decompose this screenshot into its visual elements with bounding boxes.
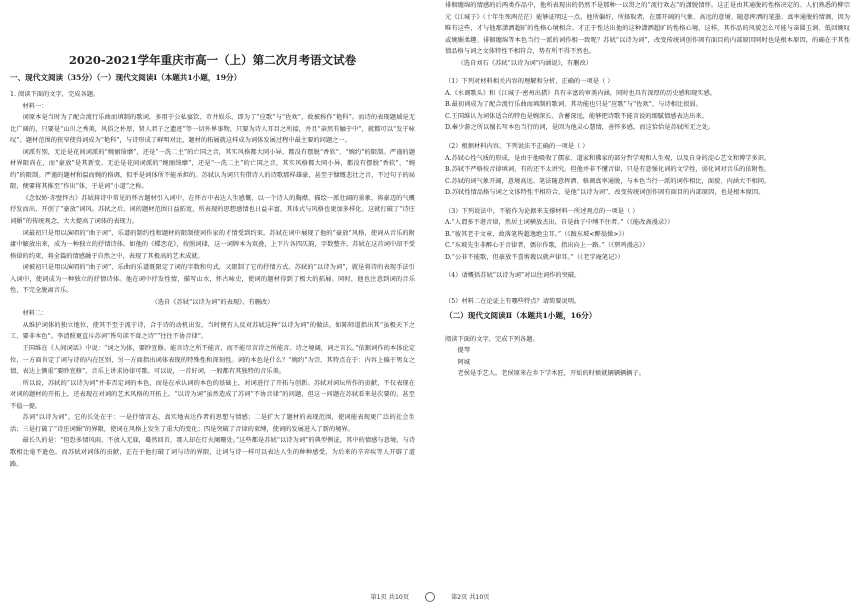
material1-label: 材料一： [22,102,48,110]
material2-paragraph: 王国维在《人间词话》中说：“词之为体，要眇宜修。能言诗之所不能言，而不能尽言诗之所能言。诗之境阔，词之言长。”依据词作的本体论定位，一方面肯定了词与诗的内在区别，另一方面指出词体表现的特殊性和深刻性。词的本色是什么？“婉约”为宗，其特点在于：内容上偏于男女之情，表达上侧重“要眇宜修”，音乐上讲求协律可歌。可以说，一首好词，一般都有其独特的音乐美。 [10,345,415,376]
material1-source: （选自《苏轼“以诗为词”的表现》，有删改） [151,298,274,306]
question-1-1: （1）下列对材料相关内容的理解和分析，正确的一项是（ ） [445,78,614,86]
page-footer [0,592,860,602]
footer-page-left: 第1页 共10页 [370,594,410,601]
exam-title: 2020-2021学年重庆市高一（上）第二次月考语文试卷 [68,53,357,67]
footer-page-right: 第2页 共10页 [450,594,490,601]
option-d: D.秦少游之所以擅长写本色当行的词，是因为他灵心慧情，善怀多感，而这恰恰是苏轼所无之处。 [445,124,715,132]
material1-paragraph: 词被初只是用以演唱的“曲子词”，乐曲的乐谱既限定了词的字数和句式，又限制了它的抒情方式。苏轼的“以诗为词”，就是将诗的表现手法引入词中，使词成为一种独立的抒情诗体。他在词中抒发性情，描写山水，怀古咏史，使词的题材得到了极大的拓展。同时，他也注意到词的音乐性，不完全脱离音乐。 [10,264,415,295]
section2-heading: （二）现代文阅读Ⅱ（本题共1小题，16分） [445,310,597,320]
material2-paragraph: 所以说，苏轼的“以诗为词”并非否定词的本色，而是在承认词的本色的基础上，对词进行了开拓与创新。苏轼对词坛所作的贡献，不仅表现在对词的题材的开拓上，还表现在对词的艺术风格的开拓上。“以诗为词”虽然造成了苏词“不协音律”的问题，但这一问题在苏轼看来是次要的，甚至不值一提。 [10,379,415,410]
question-1-3: （3）下列说法中，不能作为论据来支撑材料一所述观点的一项是（ ） [445,207,639,215]
story-author: 阿城 [457,358,470,366]
option-c: C.“东坡先生非醉心于音律者，偶尔作歌，指出向上一路。”（《碧鸡漫志》） [445,242,649,250]
material2-source: （选自刘石《苏轼“以诗为词”内涵说》，有删改） [457,59,593,67]
material1-paragraph: 词派有别，无论是花间词派的“婉丽绮靡”，还是“一洗二主”的亡国之音，其实风格都大同小异，都没有摆脱“香软”、“婉约”的限制。严谨的题材界限尚在，而“豪放”是其新变。无论是花间词派的“婉丽绮靡”，还是“一洗二主”的亡国之音，其实风格都大同小异，都没有摆脱“香软”、“婉约”的限制。严谨的题材和温而婉的格调，似乎是词体所不能承担的。苏轼认为词只有借诗人的诗歌那样雄豪，甚至于慷慨悲壮之音，不过句子的局限，便要将其推至“作出”体，于是词“小道”之称。 [10,148,415,191]
story-title: 提琴 [457,347,470,355]
question1-intro: 1. 阅读下面的文字，完成各题。 [10,91,100,98]
question-1-2: （2）根据材料内容，下列说法不正确的一项是（ ） [445,143,589,151]
option-c: C.王国维认为词体适合的特色是婉深长、含蓄深远，能够把诗歌不能言说的细腻情感表达出来。 [445,112,708,120]
option-b: B.“彼其老于文章，故落笔皆超逸绝尘耳。”（《跋东坡<醉翁操>》） [445,230,628,238]
story-paragraph: 老侯是手艺人。老侯原来在乡下学木匠，开始的时候就辆辆辆辆子。 [457,370,645,378]
question-1-4: （4）请概括苏轼“以诗为词”对以往词作的突破。 [445,272,581,280]
option-c: C.苏轼的词气象开阔，意境高远、笔法随意挥洒、格调真率通脱，与本色当行一派的词作相比，面貌、内涵大不相同。 [445,177,771,185]
material2-paragraph: 最长久的是：“但恐多情风雨，不放入无寐，蓦然回首，那人却在灯火阑珊处。”这些都是苏轼“以诗为词”的典型例证，其中的情感与意境，与诗歌相比毫不逊色。而苏轼对词体的贡献，正在于他打破了词与诗的界限，让词与诗一样可以表达人生的种种感受，为后来的辛弃疾等人开辟了道路。 [10,437,415,468]
option-d: D.苏轼性情品格与词之文体特性不相符合，是他“以诗为词”，改变传统词创作固有面目的内部原因，也是根本原因。 [445,189,765,197]
section1-heading: 一、现代文阅读（35分）（一）现代文阅读Ⅰ（本题共1小题，19分） [10,73,242,82]
right-column [445,0,850,590]
material1-paragraph: 《念奴娇·赤壁怀古》苏轼将诗中常见的怀古题材引入词中，在怀古中表达人生感慨，以一个诗人的胸襟，描绘一派壮阔的景象，将豪迈的气概抒发而出，开创了“豪放”词风。苏轼之后，词的题材范围日益拓宽，所表现的思想感情也日益丰富，其体式与风格也更加多样化。这就打破了“诗庄词媚”的传统观念，大大提高了词体的表现力。 [10,194,415,226]
option-b: B.最初词成为了配合流行乐曲而填制的歌词，其功能也只是“应歌”与“佐欢”，与诗相比很弱。 [445,101,702,109]
question2-intro: 阅读下面的文字，完成下列各题。 [445,335,539,343]
option-b: B.苏轼不严格按音律填词，有的还不太讲究。但他并非不懂音律，只是有意强化词的文学性，弱化词对音乐的依附性。 [445,166,771,174]
material2-label: 材料二： [22,310,48,318]
binding-circle-icon [425,592,435,602]
option-a: A.《水调歌头》和《江城子·密州出猎》具有丰富的审美内涵，同时也具有深厚的历史感和现实感。 [445,89,716,97]
material1-paragraph: 词原本是当时为了配合流行乐曲而填制的歌词，多用于公私宴饮、市井娱乐，即为了“应歌”与“佐欢”，故被称作“艳科”。而诗的表现题域是无比广阔的，只要是“山川之秀美，风俗之朴厚，贤人君子之遗迹”等一切外界事物，只要为诗人耳目之所接，并且“亲然有触于中”，就都可以“发于咏叹”。题材范围的狭窄使得词成为“艳科”，与诗形成了鲜明对比，题材的拓展就这样成为词体发展过程中最主要的问题之一。 [10,114,415,145]
option-a: A.苏轼心性气质的形成，是由于他吸收了儒家、道家和佛家的部分哲学观和人生观，以及自身的淀心艺文和博学多识。 [445,154,771,162]
question-1-5: （5）材料二在论证上有哪些特点？请简要说明。 [445,298,581,306]
option-a: A.“人谓多不谐音律，然居士词横放杰出，自是曲子中缚不住者。”（《能改斋漫录》） [445,219,674,227]
material2-paragraph: 从维护词体的独立地位，使其不至于流于诗，合于诗的动机出发，当时便有人反对苏轼这种“以诗为词”的做法。如陈师道指出其“虽极天下之工，要非本色”。李清照更直斥苏词“皆句读不葺之诗”“往往不协音律”。 [10,321,415,341]
continued-paragraph: 徘徊缠绵的情感的后两类作品中，他所表现出的仍然不是那种一以贯之的“流行欢志”的潇脱情怀。这正是由其通脱的性格决定的。人们熟悉的柳宗元《江城子》（十年生死两茫茫）能够证明这一点。他所偏好，所择取者，在那开阔的气象、高远的意境、随意挥洒的笔墨、真率通脱的情调，因为唯有这些，才与他那潇洒超旷的性格心境相合。才正于性达出他的这种潇洒超旷的性格心境，这样，其作品的风貌怎么可能与亲圆玉润、低回婉叹或婉媚柔趣、徘徊缠绵等本色当行一派的词作相一致呢？苏轼“以诗为词”，改变传统词创作固有面目的内部原因同时也是根本原因，的确在于其性情品格与词之文体特性不相符合，势有所不得不然也。 [445,2,850,56]
option-d: D.“公非不能歌，但豪放不喜剪裁以就声律耳。”（《老学庵笔记》） [445,253,624,261]
material2-paragraph: 苏词“以诗为词”，它的长处在于：一是抒情言志，真实地表达作者的思想与情感；二是扩大了题材的表现范围，使词能表现更广泛的社会生活；三是打破了“诗庄词媚”的界限，使词在风格上发生了重大的变化；四是突破了音律的束缚，使词的发展进入了新的境界。 [10,414,415,433]
left-column [10,0,415,590]
material1-paragraph: 词最初只是用以演唱的“曲子词”，乐谱的制约性和题材的限制使词作家的才情受到约束。苏轼在词中展现了他的“豪放”风格，使词从音乐的附庸中解放出来，成为一种独立的抒情诗体。如他的《蝶恋花》，按照词律，这一词牌本为双叠，上下片各四仄韵，字数整齐。苏轼在这首词中却不受格律的约束，将全篇的情感融于自然之中，表现了其极高的艺术成就。 [10,229,415,260]
